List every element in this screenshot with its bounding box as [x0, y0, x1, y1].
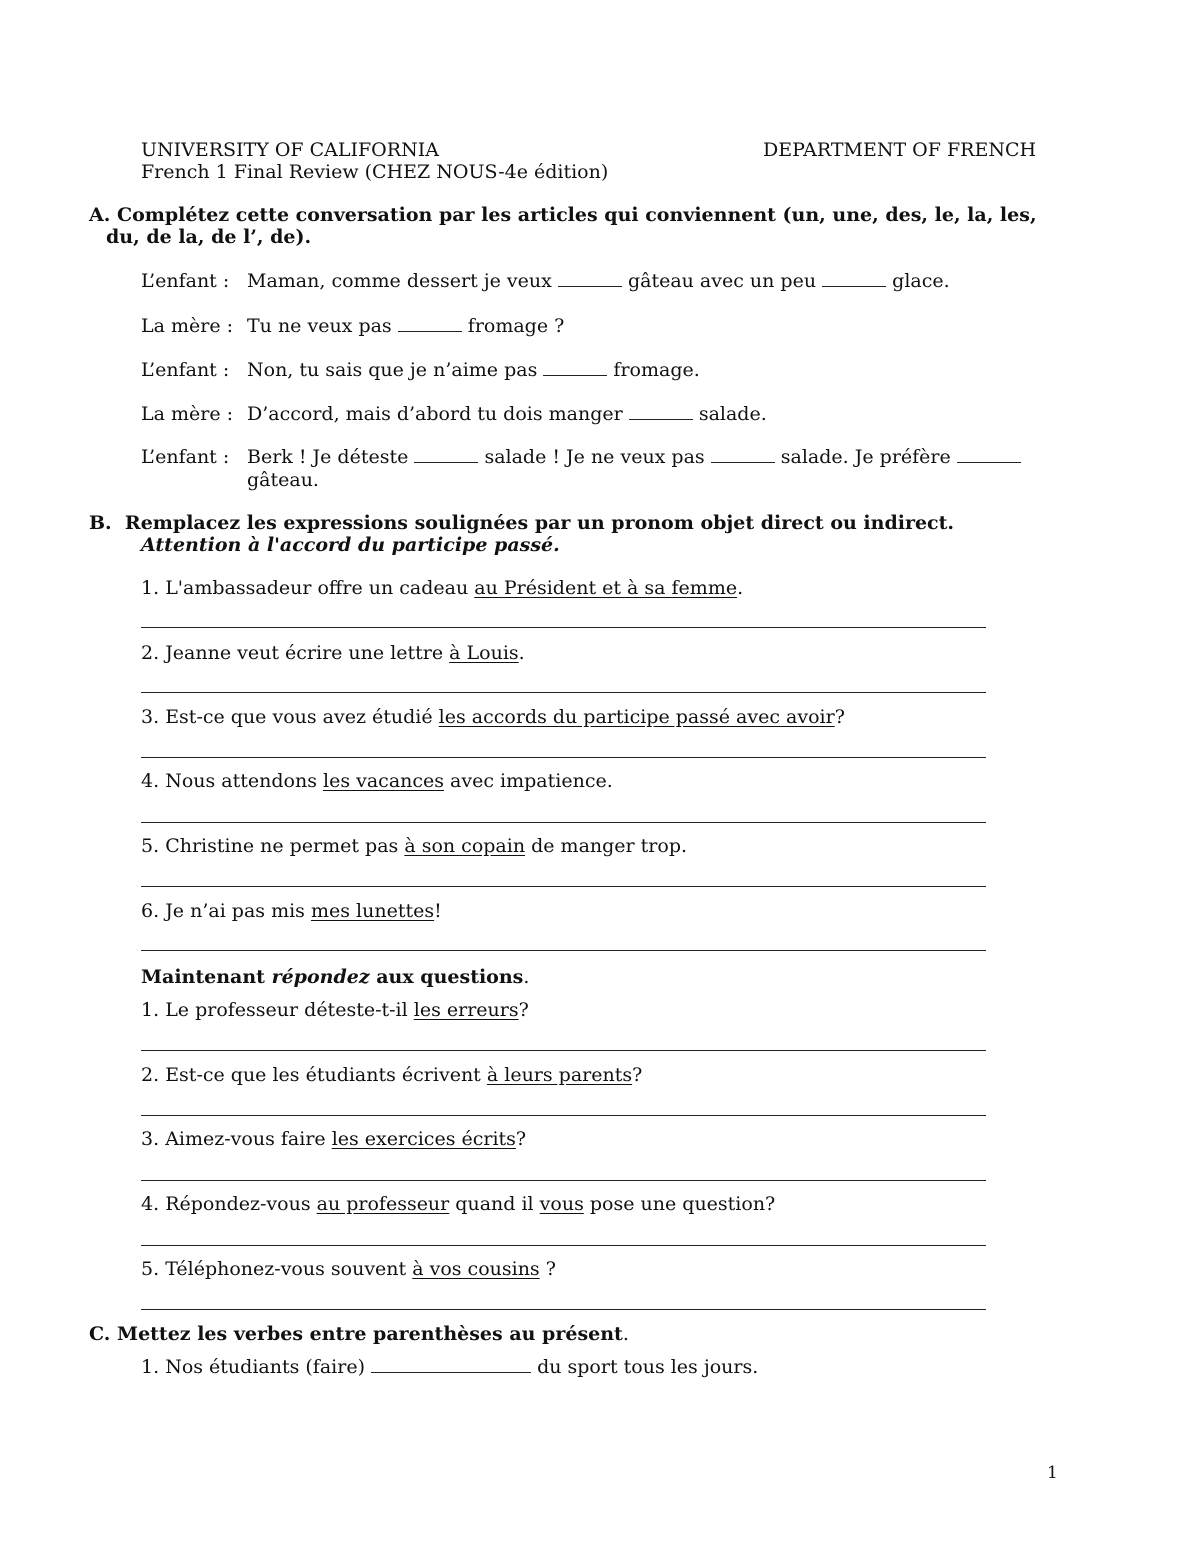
exercise-item: [141, 706, 845, 729]
dialogue-text: Maman, comme dessert je veux: [247, 270, 552, 292]
section-a-instruction-line-1: [89, 204, 1037, 227]
answer-heading: [141, 966, 529, 989]
item-text: .: [518, 642, 525, 664]
dialogue-text: Berk ! Je déteste: [247, 446, 409, 468]
exercise-item: [141, 900, 442, 923]
section-b-instruction: [89, 512, 954, 535]
underlined-expression: au professeur: [316, 1193, 450, 1215]
item-number: 1.: [141, 1356, 160, 1378]
item-text: du sport tous les jours.: [537, 1356, 759, 1378]
item-text: ?: [632, 1064, 643, 1086]
section-b-note: Attention à l'accord du participe passé.: [141, 534, 560, 556]
dialogue-continuation: gâteau.: [247, 469, 319, 491]
underlined-expression: les erreurs: [413, 999, 519, 1021]
underlined-expression: mes lunettes: [310, 900, 435, 922]
item-text: pose une question?: [583, 1193, 776, 1215]
exercise-item: [141, 577, 743, 600]
question-item: [141, 1064, 642, 1087]
dialogue-text: fromage ?: [467, 315, 565, 337]
answer-line[interactable]: [141, 1050, 986, 1051]
article-blank[interactable]: [822, 271, 886, 287]
dialogue-text: salade ! Je ne veux pas: [484, 446, 705, 468]
underlined-expression: à vos cousins: [412, 1258, 540, 1280]
exercise-item: [141, 642, 525, 665]
item-text: Nous attendons: [165, 770, 323, 792]
answer-line[interactable]: [141, 1115, 986, 1116]
answer-line[interactable]: [141, 1180, 986, 1181]
answer-line[interactable]: [141, 1309, 986, 1310]
item-text: ?: [518, 999, 529, 1021]
speaker-label: L’enfant :: [141, 270, 230, 292]
speaker-label: La mère :: [141, 315, 234, 337]
item-text: de manger trop.: [525, 835, 688, 857]
item-text: ?: [515, 1128, 527, 1150]
section-c-instruction: [89, 1323, 629, 1346]
dialogue-text: Tu ne veux pas: [247, 315, 392, 337]
item-text: Répondez-vous: [165, 1193, 317, 1215]
section-a-instruction-line-2: du, de la, de l’, de).: [106, 226, 312, 248]
item-text: Nos étudiants (faire): [165, 1356, 365, 1378]
heading-text: aux questions: [369, 966, 524, 988]
verb-blank[interactable]: [371, 1357, 531, 1373]
article-blank[interactable]: [414, 447, 478, 463]
section-c-instruction-text: Mettez les verbes entre parenthèses au présent: [117, 1323, 623, 1345]
question-item: [141, 1128, 526, 1151]
heading-text: Maintenant: [141, 966, 272, 988]
exercise-item: [141, 770, 613, 793]
item-text: Est-ce que vous avez étudié: [165, 706, 439, 728]
item-text: !: [434, 900, 442, 922]
dialogue-text: Non, tu sais que je n’aime pas: [247, 359, 538, 381]
item-number: 3.: [141, 1128, 160, 1150]
answer-line[interactable]: [141, 692, 986, 693]
item-number: 3.: [141, 706, 160, 728]
item-text: Jeanne veut écrire une lettre: [165, 642, 450, 664]
item-text: Je n’ai pas mis: [165, 900, 311, 922]
underlined-expression: les exercices écrits: [331, 1128, 516, 1150]
item-text: quand il: [449, 1193, 540, 1215]
dialogue-line: [141, 359, 700, 382]
underlined-expression: les accords du participe passé avec avoir: [438, 706, 835, 728]
section-c-label: C.: [89, 1323, 111, 1345]
item-number: 2.: [141, 642, 160, 664]
article-blank[interactable]: [629, 404, 693, 420]
dialogue-text: gâteau avec un peu: [627, 270, 817, 292]
question-item: [141, 1193, 775, 1216]
item-number: 4.: [141, 1193, 160, 1215]
speaker-label: L’enfant :: [141, 359, 230, 381]
underlined-expression: à leurs parents: [486, 1064, 633, 1086]
item-text: .: [737, 577, 744, 599]
item-text: L'ambassadeur offre un cadeau: [165, 577, 475, 599]
item-text: avec impatience.: [444, 770, 613, 792]
item-text: Est-ce que les étudiants écrivent: [165, 1064, 487, 1086]
section-a-instruction: Complétez cette conversation par les articles qui conviennent (un, une, des, le, la, les,: [116, 204, 1037, 226]
item-text: Aimez-vous faire: [165, 1128, 332, 1150]
course-title: French 1 Final Review (CHEZ NOUS-4e édition): [141, 161, 609, 183]
item-text: Téléphonez-vous souvent: [165, 1258, 413, 1280]
article-blank[interactable]: [711, 447, 775, 463]
underlined-expression: à Louis: [449, 642, 519, 664]
dialogue-line: [141, 403, 767, 426]
speaker-label: La mère :: [141, 403, 234, 425]
dialogue-text: salade. Je préfère: [780, 446, 951, 468]
answer-line[interactable]: [141, 1245, 986, 1246]
article-blank[interactable]: [558, 271, 622, 287]
answer-line[interactable]: [141, 757, 986, 758]
item-number: 6.: [141, 900, 160, 922]
answer-line[interactable]: [141, 627, 986, 628]
item-number: 4.: [141, 770, 160, 792]
exercise-item: [141, 835, 687, 858]
section-b-label: B.: [89, 512, 112, 534]
dialogue-text: salade.: [698, 403, 767, 425]
dialogue-text: D’accord, mais d’abord tu dois manger: [247, 403, 623, 425]
dialogue-line: [141, 270, 950, 293]
dialogue-line: [141, 315, 564, 338]
page-number: 1: [1047, 1463, 1058, 1483]
answer-line[interactable]: [141, 822, 986, 823]
dialogue-text: glace.: [892, 270, 950, 292]
item-text: Christine ne permet pas: [165, 835, 405, 857]
dialogue-text: fromage.: [613, 359, 700, 381]
speaker-label: L’enfant :: [141, 446, 230, 468]
article-blank[interactable]: [957, 447, 1021, 463]
item-text: ?: [834, 706, 845, 728]
underlined-expression: vous: [539, 1193, 584, 1215]
underlined-expression: à son copain: [404, 835, 526, 857]
question-item: [141, 999, 529, 1022]
heading-emphasis: répondez: [271, 966, 370, 988]
section-c-instruction-end: .: [622, 1323, 629, 1345]
question-item: [141, 1258, 556, 1281]
conjugation-item: [141, 1356, 758, 1379]
item-number: 1.: [141, 999, 160, 1021]
university-name: UNIVERSITY OF CALIFORNIA: [141, 139, 439, 161]
item-number: 5.: [141, 1258, 160, 1280]
underlined-expression: les vacances: [323, 770, 445, 792]
item-number: 5.: [141, 835, 160, 857]
underlined-expression: au Président et à sa femme: [474, 577, 738, 599]
item-text: Le professeur déteste-t-il: [165, 999, 414, 1021]
article-blank[interactable]: [398, 316, 462, 332]
item-number: 2.: [141, 1064, 160, 1086]
section-b-instruction-text: Remplacez les expressions soulignées par un pronom objet direct ou indirect.: [124, 512, 955, 534]
dialogue-line: [141, 446, 1021, 469]
department-name: DEPARTMENT OF FRENCH: [763, 139, 1037, 161]
answer-line[interactable]: [141, 950, 986, 951]
section-a-label: A.: [89, 204, 111, 226]
item-text: ?: [539, 1258, 556, 1280]
answer-line[interactable]: [141, 886, 986, 887]
heading-text: .: [523, 966, 530, 988]
item-number: 1.: [141, 577, 160, 599]
article-blank[interactable]: [543, 360, 607, 376]
